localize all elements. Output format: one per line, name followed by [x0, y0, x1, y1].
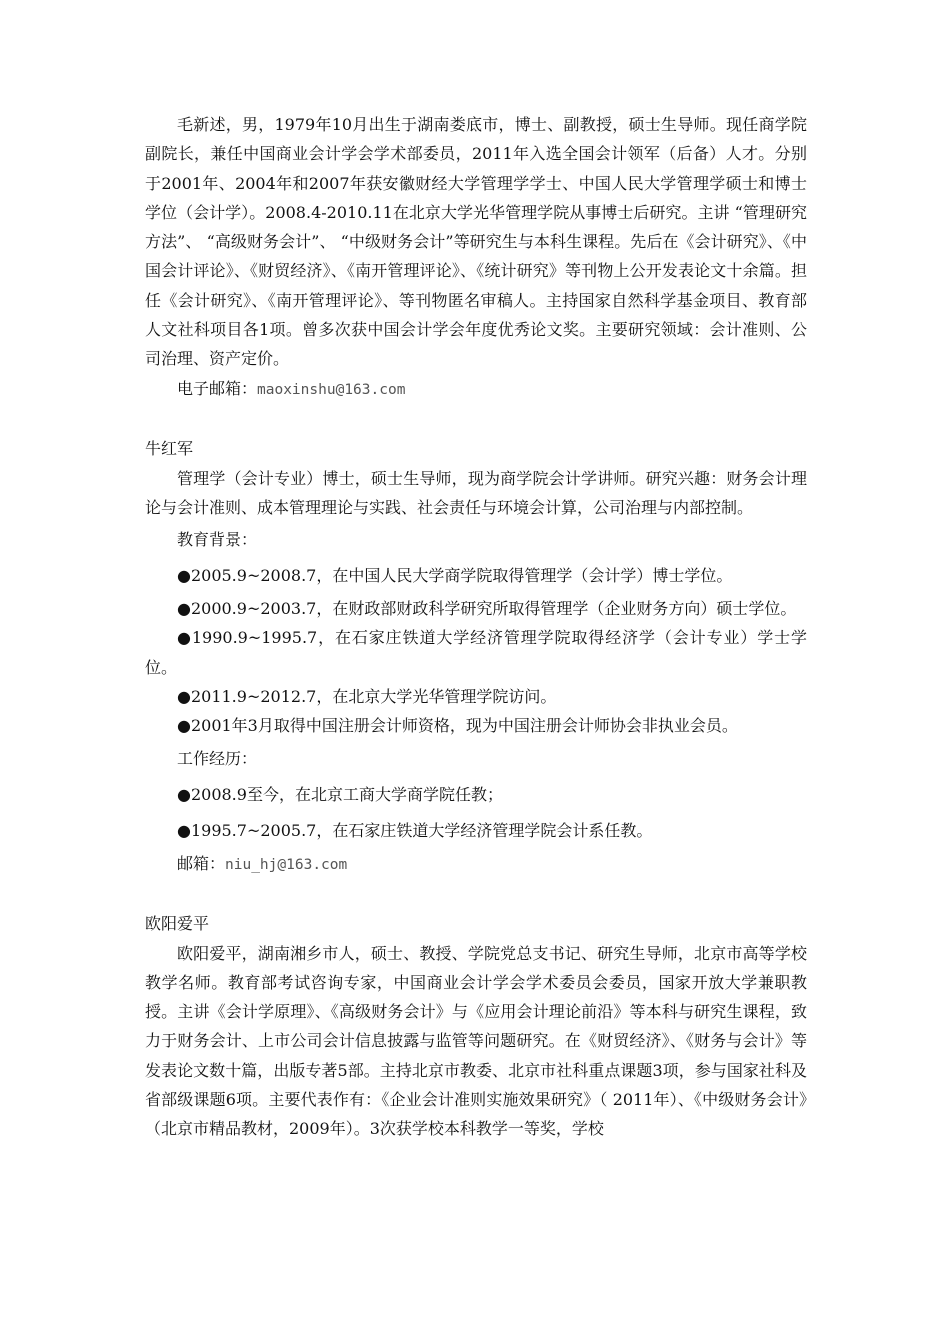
section-spacer: [145, 405, 807, 434]
education-heading: 教育背景：: [177, 530, 258, 550]
email-label: 电子邮箱：: [177, 378, 258, 398]
profile-niu-hongjun: [145, 434, 807, 880]
education-item: ●2011.9~2012.7，在北京大学光华管理学院访问。: [177, 687, 557, 707]
profile-name: 欧阳爱平: [145, 914, 210, 934]
section-spacer: [145, 880, 807, 909]
education-item: ●2001年3月取得中国注册会计师资格，现为中国注册会计师协会非执业会员。: [177, 716, 738, 736]
profile-name: 牛红军: [145, 439, 194, 459]
email-link[interactable]: niu_hj@163.com: [225, 856, 348, 873]
profile-ouyang-aiping: [145, 909, 807, 1143]
education-item: ●2000.9~2003.7，在财政部财政科学研究所取得管理学（企业财务方向）硕士学位。: [177, 599, 797, 619]
work-item: ●1995.7~2005.7，在石家庄铁道大学经济管理学院会计系任教。: [177, 820, 653, 840]
education-item: ●2005.9~2008.7，在中国人民大学商学院取得管理学（会计学）博士学位。: [177, 566, 733, 586]
profile-mao-xinshu: [145, 110, 807, 405]
profile-bio: 毛新述，男，1979年10月出生于湖南娄底市，博士、副教授，硕士生导师。现任商学院副院长，兼任中国商业会计学会学术部委员，2011年入选全国会计领军（后备）人才。分别于2001年、2004年和2007年获安徽财经大学管理学学士、中国人民大学管理学硕士和博士学位（会计学）。2008.4-2010.11在北京大学光华管理学院从事博士后研究。主讲 “管理研究方法”、 “高级财务会计”、 “中级财务会计”等研究生与本科生课程。先后在《会计研究》、《中国会计评论》、《财贸经济》、《南开管理评论》、《统计研究》等刊物上公开发表论文十余篇。担任《会计研究》、《南开管理评论》、等刊物匿名审稿人。主持国家自然科学基金项目、教育部人文社科项目各1项。曾多次获中国会计学会年度优秀论文奖。主要研究领域：会计准则、公司治理、资产定价。: [145, 115, 807, 369]
work-heading: 工作经历：: [177, 748, 258, 768]
profile-email-line: [145, 374, 807, 405]
profile-bio: 欧阳爱平，湖南湘乡市人，硕士、教授、学院党总支书记、研究生导师，北京市高等学校教学名师。教育部考试咨询专家，中国商业会计学会学术委员会委员，国家开放大学兼职教授。主讲《会计学原理》、《高级财务会计》与《应用会计理论前沿》等本科与研究生课程，致力于财务会计、上市公司会计信息披露与监管等问题研究。在《财贸经济》、《财务与会计》等发表论文数十篇，出版专著5部。主持北京市教委、北京市社科重点课题3项，参与国家社科及省部级课题6项。主要代表作有：《企业会计准则实施效果研究》（ 2011年）、《中级财务会计》（北京市精品教材，2009年）。3次获学校本科教学一等奖，学校: [145, 943, 807, 1139]
profile-bio: 管理学（会计专业）博士，硕士生导师，现为商学院会计学讲师。研究兴趣：财务会计理论与会计准则、成本管理理论与实践、社会责任与环境会计算，公司治理与内部控制。: [145, 468, 807, 517]
education-item: ●1990.9~1995.7，在石家庄铁道大学经济管理学院取得经济学（会计专业）学士学位。: [145, 628, 807, 677]
work-item: ●2008.9至今，在北京工商大学商学院任教；: [177, 784, 503, 804]
email-label: 邮箱：: [177, 853, 226, 873]
document-page: [145, 110, 807, 1144]
email-link[interactable]: maoxinshu@163.com: [257, 381, 406, 398]
profile-email-line: [145, 849, 807, 880]
